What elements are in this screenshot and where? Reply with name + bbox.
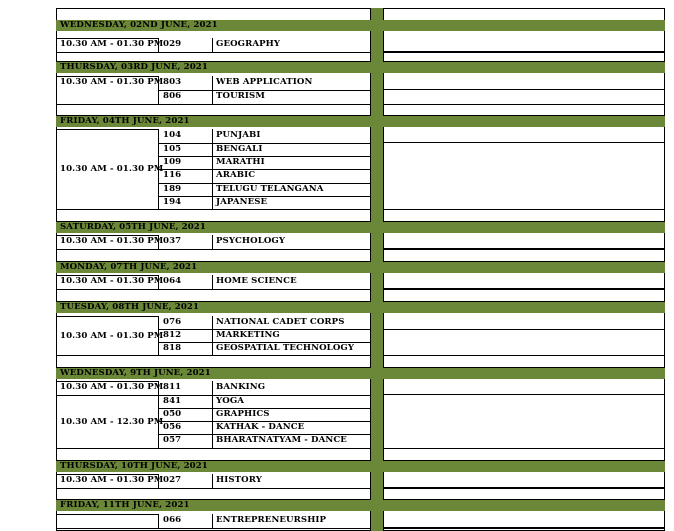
exam-date: THURSDAY, 03RD JUNE, 2021: [60, 61, 208, 72]
table-rule: [383, 89, 665, 90]
subject-code: 194: [163, 197, 182, 207]
subject-name: GEOSPATIAL TECHNOLOGY: [216, 343, 355, 353]
table-rule: [383, 209, 665, 210]
date-band-right: [383, 116, 665, 127]
exam-date: WEDNESDAY, 02ND JUNE, 2021: [60, 19, 218, 30]
table-rule: [212, 235, 213, 249]
subject-name: ENTREPRENEURSHIP: [216, 515, 327, 525]
table-rule: [158, 514, 159, 528]
subject-code: 109: [163, 157, 182, 167]
subject-name: BHARATNATYAM - DANCE: [216, 435, 347, 445]
table-rule: [56, 528, 159, 529]
table-rule: [158, 528, 371, 529]
subject-code: 803: [163, 77, 182, 87]
table-rule: [56, 448, 159, 449]
table-rule: [56, 104, 159, 105]
table-rule: [56, 209, 159, 210]
exam-date: FRIDAY, 04TH JUNE, 2021: [60, 115, 190, 126]
date-band-right: [383, 368, 665, 379]
table-rule: [158, 209, 371, 210]
exam-time: 10.30 AM - 01.30 PM: [60, 77, 164, 87]
subject-code: 818: [163, 343, 182, 353]
subject-code: 056: [163, 422, 182, 432]
table-rule: [56, 355, 159, 356]
table-rule: [383, 289, 665, 290]
table-rule: [383, 104, 665, 105]
exam-time: 10.30 AM - 01.30 PM: [60, 164, 164, 174]
table-rule: [158, 143, 371, 144]
subject-name: JAPANESE: [216, 197, 268, 207]
date-band-right: [383, 20, 665, 31]
table-rule: [158, 355, 371, 356]
exam-date: THURSDAY, 10TH JUNE, 2021: [60, 460, 208, 471]
subject-name: MARKETING: [216, 330, 280, 340]
subject-code: 812: [163, 330, 182, 340]
table-rule: [56, 8, 371, 9]
table-rule: [158, 249, 371, 250]
table-rule: [212, 381, 213, 448]
subject-code: 050: [163, 409, 182, 419]
subject-name: KATHAK - DANCE: [216, 422, 305, 432]
table-rule: [212, 38, 213, 52]
date-band-right: [383, 262, 665, 273]
table-rule: [383, 394, 665, 395]
date-band-right: [383, 222, 665, 233]
exam-time: 10.30 AM - 01.30 PM: [60, 382, 164, 392]
exam-time: 10.30 AM - 01.30 PM: [60, 39, 164, 49]
subject-code: 027: [163, 475, 182, 485]
subject-code: 105: [163, 144, 182, 154]
subject-code: 029: [163, 39, 182, 49]
table-rule: [158, 448, 371, 449]
subject-name: BENGALI: [216, 144, 263, 154]
subject-name: HISTORY: [216, 475, 262, 485]
subject-name: GEOGRAPHY: [216, 39, 281, 49]
subject-code: 841: [163, 396, 182, 406]
exam-date: FRIDAY, 11TH JUNE, 2021: [60, 499, 190, 510]
table-rule: [212, 474, 213, 488]
table-rule: [56, 514, 159, 515]
subject-name: ARABIC: [216, 170, 256, 180]
date-band-right: [383, 500, 665, 511]
table-rule: [212, 275, 213, 289]
table-rule: [383, 527, 665, 528]
date-band-right: [383, 302, 665, 313]
subject-code: 076: [163, 317, 182, 327]
exam-date: MONDAY, 07TH JUNE, 2021: [60, 261, 198, 272]
subject-name: TELUGU TELANGANA: [216, 184, 324, 194]
exam-time: 10.30 AM - 01.30 PM: [60, 236, 164, 246]
subject-code: 066: [163, 515, 182, 525]
table-rule: [212, 316, 213, 355]
exam-date: WEDNESDAY, 9TH JUNE, 2021: [60, 367, 211, 378]
table-rule: [56, 395, 159, 396]
column-separator: [371, 8, 383, 531]
exam-time: 10.30 AM - 01.30 PM: [60, 276, 164, 286]
subject-code: 104: [163, 130, 182, 140]
table-rule: [158, 104, 371, 105]
table-rule: [383, 248, 665, 249]
subject-code: 037: [163, 236, 182, 246]
subject-code: 189: [163, 184, 182, 194]
subject-name: NATIONAL CADET CORPS: [216, 317, 345, 327]
table-rule: [56, 316, 159, 317]
subject-code: 811: [163, 382, 182, 392]
exam-time: 10.30 AM - 12.30 PM: [60, 416, 164, 427]
subject-name: YOGA: [216, 396, 245, 406]
table-rule: [158, 169, 371, 170]
table-rule: [383, 355, 665, 356]
table-rule: [383, 488, 665, 489]
table-rule: [383, 329, 665, 330]
table-rule: [383, 51, 665, 52]
table-rule: [158, 289, 371, 290]
subject-name: PUNJABI: [216, 130, 261, 140]
subject-name: HOME SCIENCE: [216, 276, 297, 286]
exam-date: SATURDAY, 05TH JUNE, 2021: [60, 221, 206, 232]
exam-time: 10.30 AM - 01.30 PM: [60, 330, 164, 341]
table-rule: [158, 488, 371, 489]
subject-name: TOURISM: [216, 91, 265, 101]
subject-name: MARATHI: [216, 157, 265, 167]
table-rule: [158, 52, 371, 53]
subject-name: PSYCHOLOGY: [216, 236, 286, 246]
table-rule: [383, 448, 665, 449]
table-rule: [383, 528, 665, 529]
table-rule: [383, 487, 665, 488]
table-rule: [56, 289, 159, 290]
date-band-right: [383, 62, 665, 73]
table-rule: [212, 76, 213, 104]
exam-date: TUESDAY, 08TH JUNE, 2021: [60, 301, 200, 312]
table-rule: [383, 52, 665, 53]
subject-code: 057: [163, 435, 182, 445]
subject-name: GRAPHICS: [216, 409, 270, 419]
table-rule: [56, 52, 159, 53]
subject-code: 064: [163, 276, 182, 286]
table-rule: [212, 514, 213, 528]
subject-name: WEB APPLICATION: [216, 77, 313, 87]
table-rule: [56, 129, 159, 130]
subject-code: 116: [163, 170, 182, 180]
table-rule: [383, 142, 665, 143]
subject-name: BANKING: [216, 382, 266, 392]
table-rule: [56, 488, 159, 489]
table-rule: [212, 129, 213, 209]
table-rule: [158, 395, 371, 396]
table-rule: [383, 249, 665, 250]
table-rule: [383, 288, 665, 289]
table-rule: [56, 249, 159, 250]
exam-time: 10.30 AM - 01.30 PM: [60, 475, 164, 485]
date-band-right: [383, 461, 665, 472]
subject-code: 806: [163, 91, 182, 101]
table-rule: [383, 8, 665, 9]
